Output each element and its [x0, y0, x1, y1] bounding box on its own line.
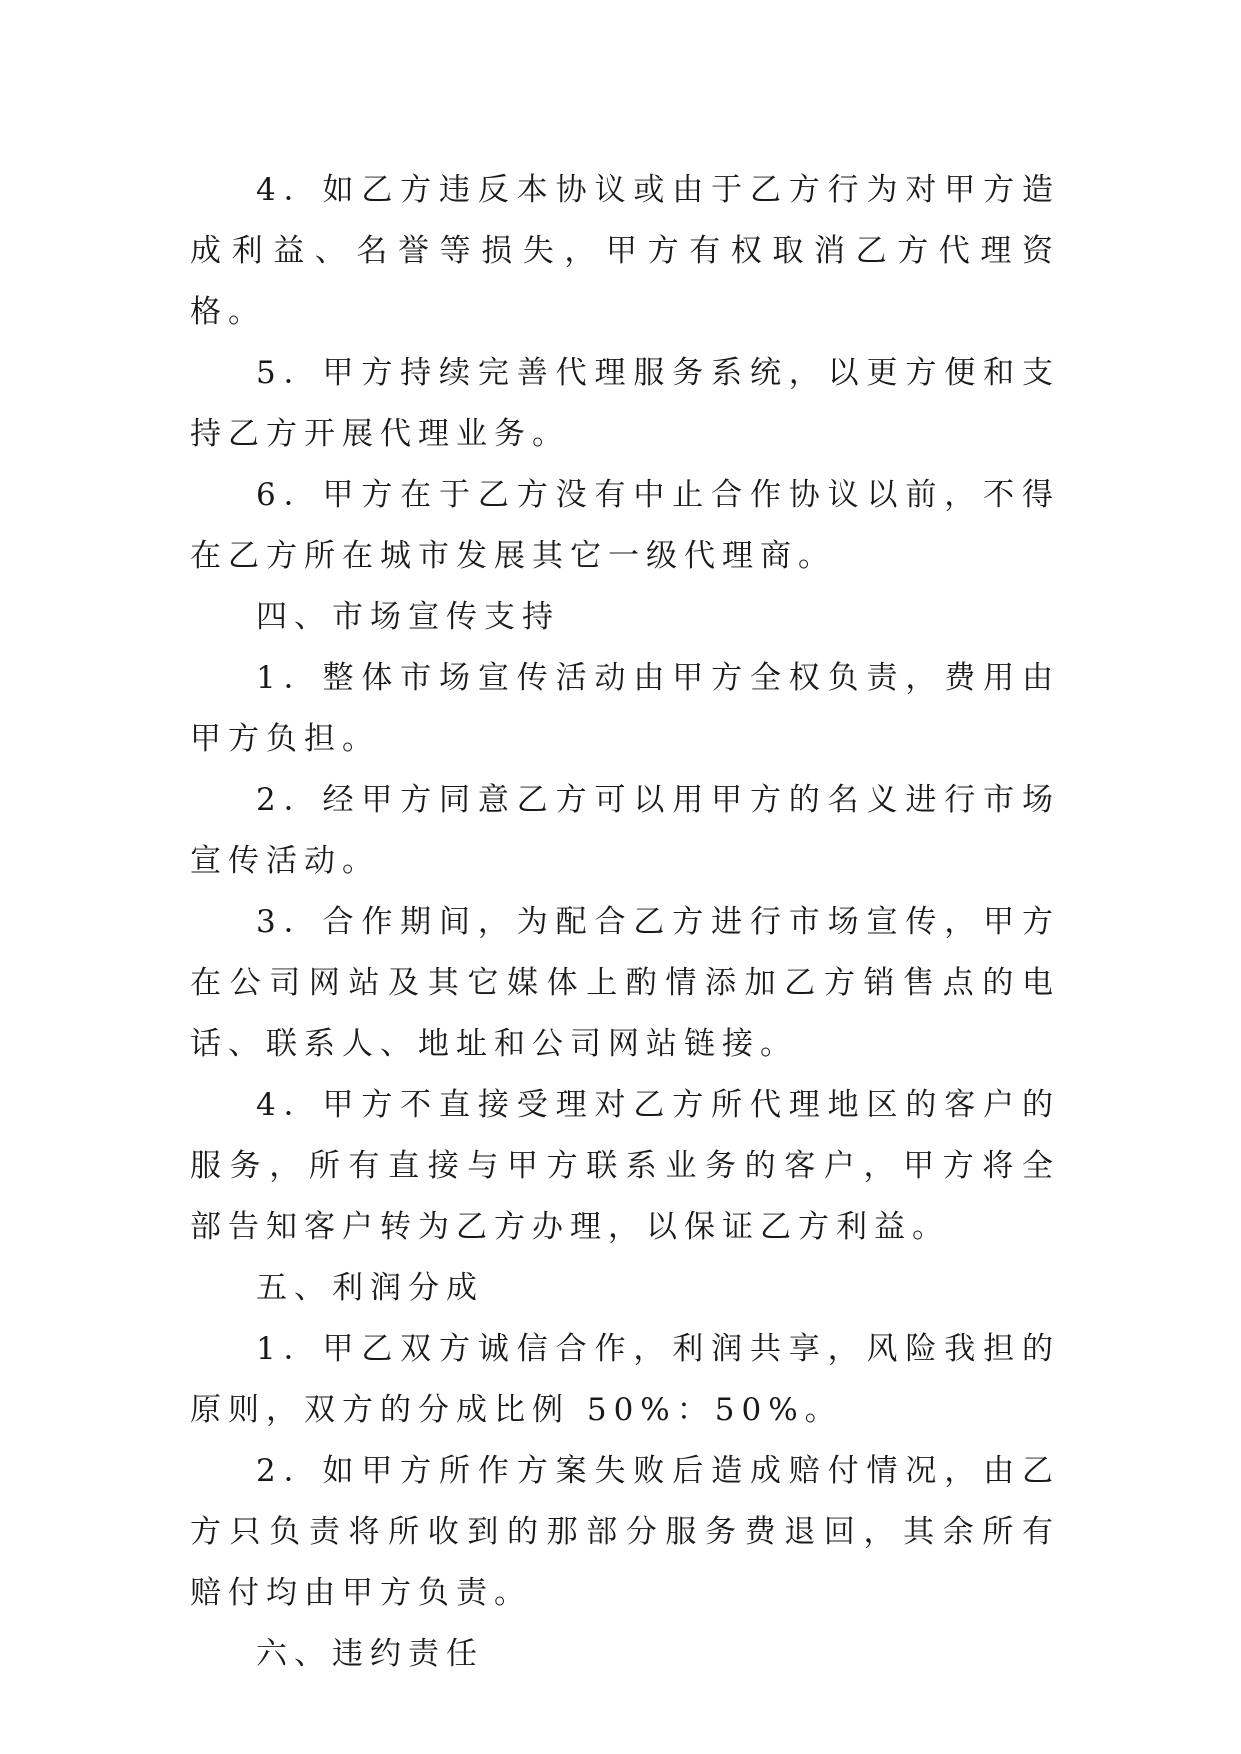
clause-4-termination: 4．如乙方违反本协议或由于乙方行为对甲方造成利益、名誉等损失，甲方有权取消乙方代理资格。 — [190, 172, 1060, 330]
section-heading-profit-sharing: 五、利润分成 — [256, 1270, 484, 1306]
marketing-clause-2: 2．经甲方同意乙方可以用甲方的名义进行市场宣传活动。 — [190, 782, 1060, 879]
profit-clause-2: 2．如甲方所作方案失败后造成赔付情况，由乙方只负责将所收到的那部分服务费退回，其余所有赔付均由甲方负责。 — [190, 1453, 1060, 1611]
profit-clause-1: 1．甲乙双方诚信合作，利润共享，风险我担的原则，双方的分成比例 50%：50%。 — [190, 1331, 1060, 1428]
marketing-clause-3: 3．合作期间，为配合乙方进行市场宣传，甲方在公司网站及其它媒体上酌情添加乙方销售点的电话、联系人、地址和公司网站链接。 — [190, 904, 1060, 1062]
marketing-clause-1: 1．整体市场宣传活动由甲方全权负责，费用由甲方负担。 — [190, 660, 1060, 757]
section-heading-marketing-support: 四、市场宣传支持 — [256, 599, 560, 635]
marketing-clause-4: 4．甲方不直接受理对乙方所代理地区的客户的服务，所有直接与甲方联系业务的客户，甲方将全部告知客户转为乙方办理，以保证乙方利益。 — [190, 1087, 1060, 1245]
clause-6-exclusivity: 6．甲方在于乙方没有中止合作协议以前，不得在乙方所在城市发展其它一级代理商。 — [190, 477, 1060, 574]
clause-5-system-improvement: 5．甲方持续完善代理服务系统，以更方便和支持乙方开展代理业务。 — [190, 355, 1060, 452]
section-heading-breach-liability: 六、违约责任 — [256, 1636, 484, 1672]
document-body — [190, 160, 1060, 1685]
